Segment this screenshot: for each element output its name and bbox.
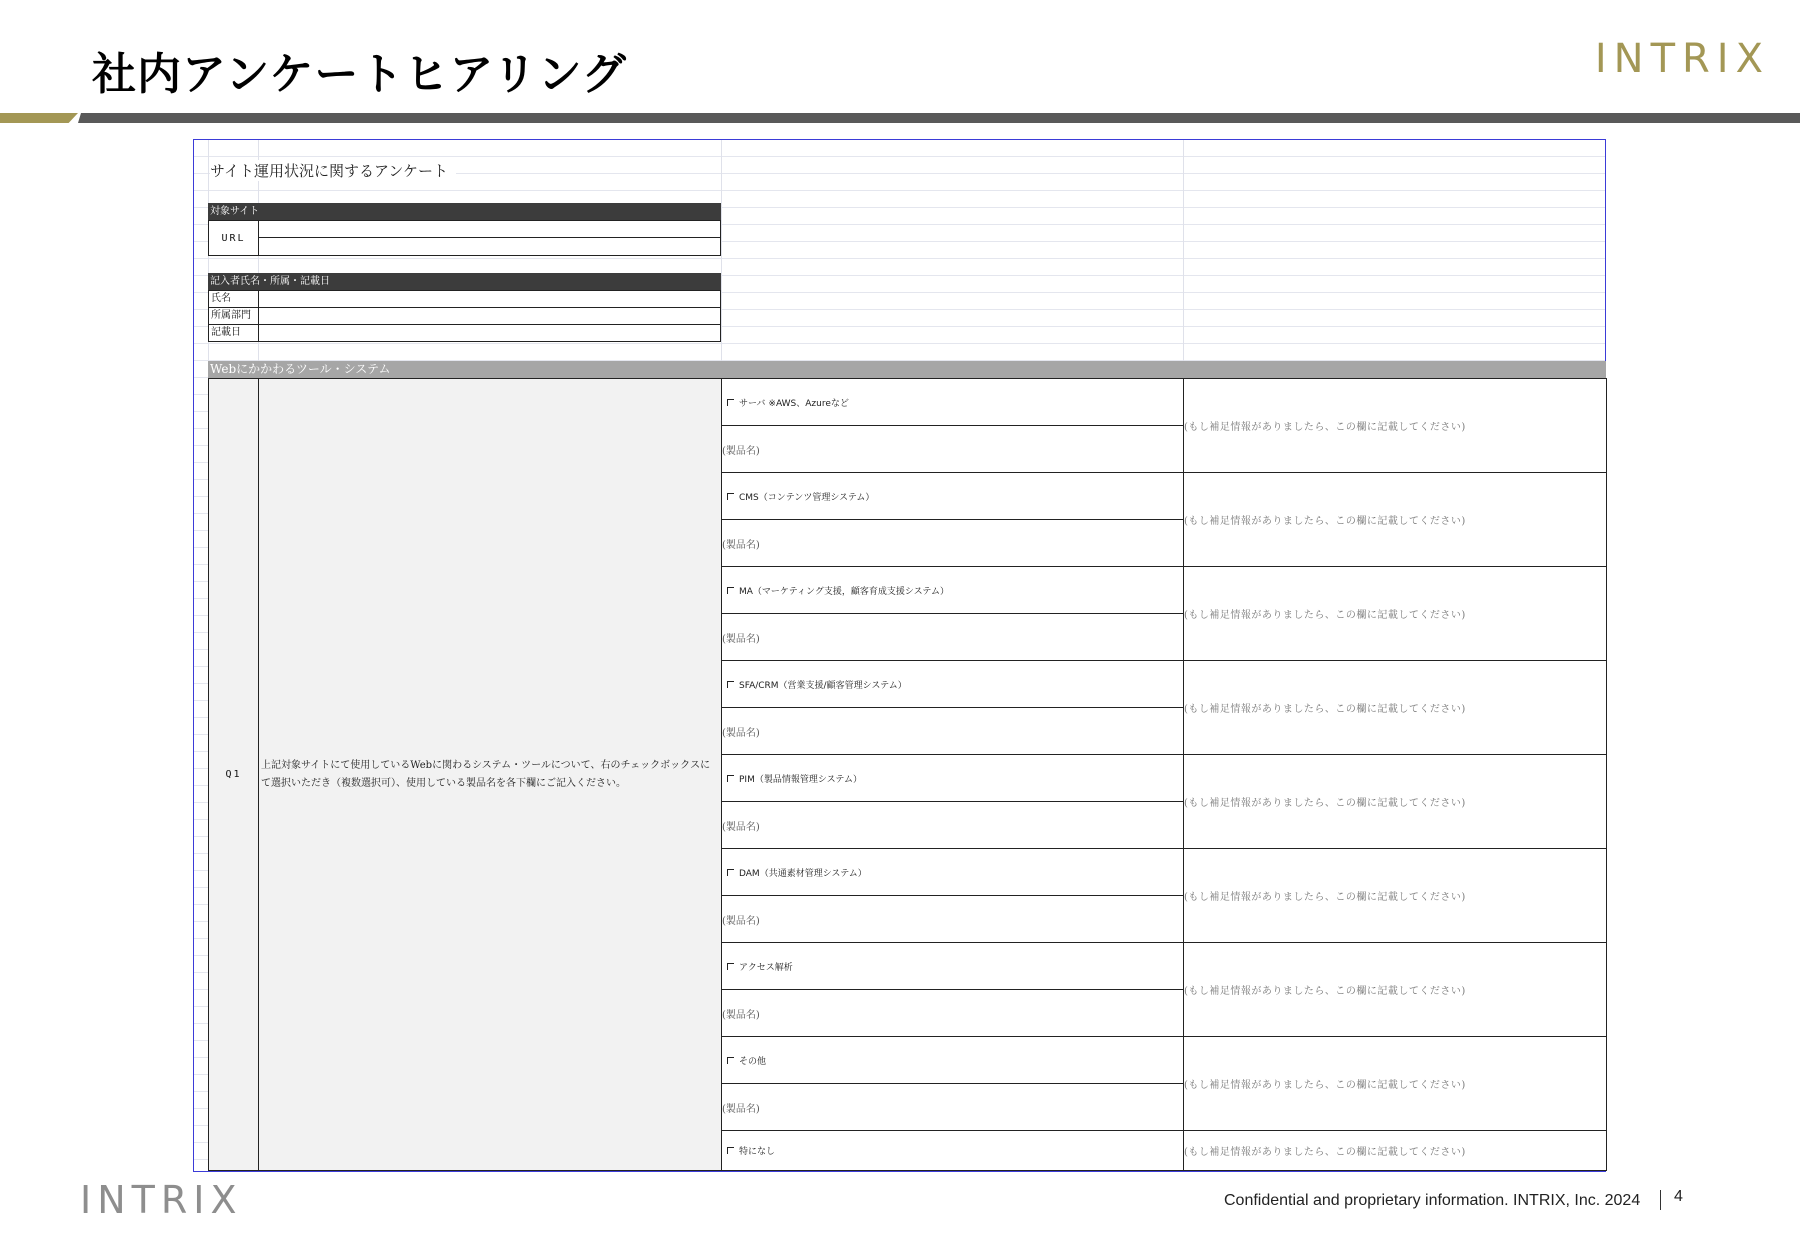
target-site-heading: 対象サイト [208, 203, 721, 220]
checkbox-icon[interactable] [727, 963, 734, 970]
survey-sheet [193, 139, 1606, 1172]
product-name-field[interactable]: (製品名) [721, 895, 1184, 943]
question-number: Q1 [208, 378, 259, 1171]
option-label: SFA/CRM（営業支援/顧客管理システム） [739, 680, 907, 691]
date-input[interactable] [258, 324, 721, 342]
option-other-checkbox[interactable] [721, 1036, 1184, 1084]
department-input[interactable] [258, 307, 721, 325]
department-label: 所属部門 [208, 307, 259, 325]
checkbox-icon[interactable] [727, 681, 734, 688]
option-sfa-crm-checkbox[interactable] [721, 660, 1184, 708]
checkbox-icon[interactable] [727, 587, 734, 594]
option-dam-checkbox[interactable] [721, 848, 1184, 896]
product-name-field[interactable]: (製品名) [721, 1083, 1184, 1131]
checkbox-icon[interactable] [727, 1147, 734, 1154]
option-label: PIM（製品情報管理システム） [739, 774, 862, 785]
option-label: CMS（コンテンツ管理システム） [739, 492, 875, 503]
note-field[interactable]: (もし補足情報がありましたら、この欄に記載してください) [1183, 754, 1607, 849]
sheet-title: サイト運用状況に関するアンケート [210, 160, 456, 181]
confidential-notice: Confidential and proprietary information. INTRIX, Inc. 2024 [1224, 1192, 1641, 1209]
option-label: 特になし [739, 1147, 776, 1157]
note-field[interactable]: (もし補足情報がありましたら、この欄に記載してください) [1183, 1036, 1607, 1131]
option-ma-checkbox[interactable] [721, 566, 1184, 614]
checkbox-icon[interactable] [727, 399, 734, 406]
page-title: 社内アンケートヒアリング [92, 49, 627, 100]
option-label: MA（マーケティング支援，顧客育成支援システム） [739, 586, 949, 597]
product-name-field[interactable]: (製品名) [721, 613, 1184, 661]
name-label: 氏名 [208, 290, 259, 308]
option-analytics-checkbox[interactable] [721, 942, 1184, 990]
option-label: DAM（共通素材管理システム） [739, 868, 867, 879]
tools-section-heading: Webにかかわるツール・システム [208, 361, 1606, 378]
option-none-checkbox[interactable] [721, 1130, 1184, 1171]
note-field[interactable]: (もし補足情報がありましたら、この欄に記載してください) [1183, 1130, 1607, 1171]
product-name-field[interactable]: (製品名) [721, 425, 1184, 473]
checkbox-icon[interactable] [727, 1057, 734, 1064]
footer-separator [1660, 1190, 1661, 1210]
note-field[interactable]: (もし補足情報がありましたら、この欄に記載してください) [1183, 942, 1607, 1037]
product-name-field[interactable]: (製品名) [721, 801, 1184, 849]
header-divider-bar [78, 113, 1800, 123]
option-label: サーバ ※AWS、Azureなど [739, 398, 849, 409]
checkbox-icon[interactable] [727, 775, 734, 782]
header-divider [0, 113, 1800, 123]
product-name-field[interactable]: (製品名) [721, 519, 1184, 567]
option-label: アクセス解析 [739, 962, 793, 973]
product-name-field[interactable]: (製品名) [721, 989, 1184, 1037]
name-input[interactable] [258, 290, 721, 308]
footer-logo: INTRIX [80, 1178, 243, 1222]
note-field[interactable]: (もし補足情報がありましたら、この欄に記載してください) [1183, 378, 1607, 473]
option-label: その他 [739, 1056, 767, 1067]
note-field[interactable]: (もし補足情報がありましたら、この欄に記載してください) [1183, 660, 1607, 755]
note-field[interactable]: (もし補足情報がありましたら、この欄に記載してください) [1183, 566, 1607, 661]
header-divider-accent [0, 113, 78, 123]
page-number: 4 [1674, 1188, 1683, 1205]
checkbox-icon[interactable] [727, 493, 734, 500]
respondent-heading: 記入者氏名・所属・記載日 [208, 273, 721, 290]
note-field[interactable]: (もし補足情報がありましたら、この欄に記載してください) [1183, 472, 1607, 567]
option-server-checkbox[interactable] [721, 378, 1184, 426]
url-input-2[interactable] [258, 237, 721, 256]
brand-logo: INTRIX [1594, 36, 1770, 82]
option-pim-checkbox[interactable] [721, 754, 1184, 802]
checkbox-icon[interactable] [727, 869, 734, 876]
product-name-field[interactable]: (製品名) [721, 707, 1184, 755]
url-label: URL [208, 220, 259, 256]
option-cms-checkbox[interactable] [721, 472, 1184, 520]
note-field[interactable]: (もし補足情報がありましたら、この欄に記載してください) [1183, 848, 1607, 943]
date-label: 記載日 [208, 324, 259, 342]
url-input[interactable] [258, 220, 721, 238]
question-text: 上記対象サイトにて使用しているWebに関わるシステム・ツールについて、右のチェックボックスにて選択いただき（複数選択可）、使用している製品名を各下欄にご記入ください。 [258, 378, 722, 1171]
